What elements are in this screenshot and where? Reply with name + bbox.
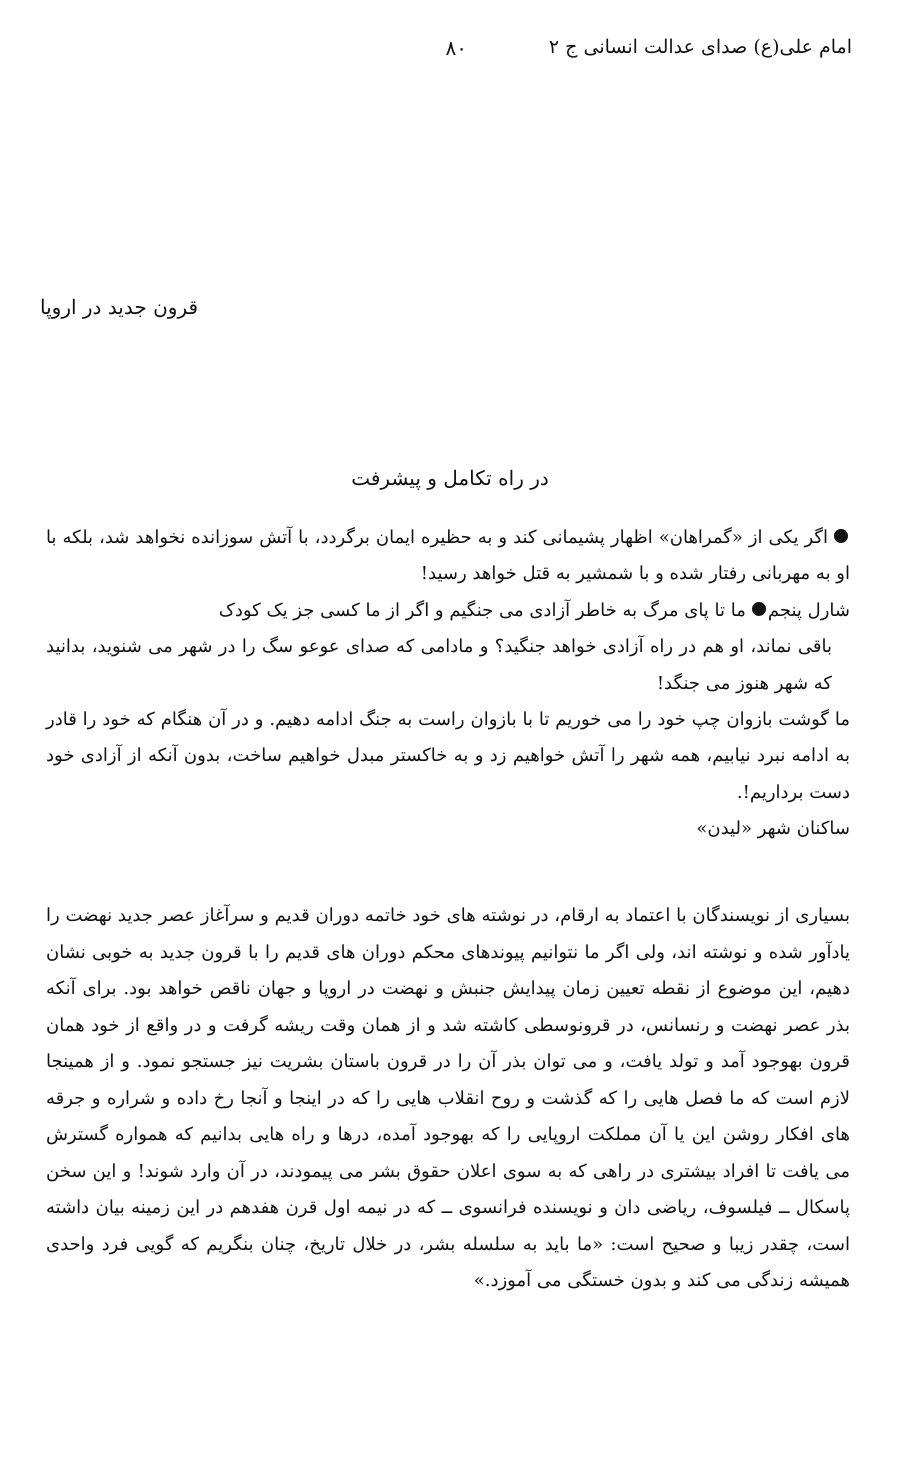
- quote-2-first-line: [46, 593, 850, 629]
- quote-2-first-text: ما تا پای مرگ به خاطر آزادی می جنگیم و اگر از ما کسی جز یک کودک: [218, 599, 746, 621]
- running-header: [48, 36, 852, 66]
- sub-heading: در راه تکامل و پیشرفت: [351, 466, 549, 490]
- body-paragraph: بسیاری از نویسندگان با اعتماد به ارقام، در نوشته های خود خاتمه دوران قدیم و سرآغاز عصر جدید نهضت را یادآور شده و نوشته اند، ولی اگر ما نتوانیم پیوندهای محکم دوران های قدیم را با قرون جدید به خوبی نشان دهیم، این موضوع از نقطه تعیین زمان پیدایش جنبش و نهضت در اروپا و جهان ناقص خواهد بود. برای آنکه بذر عصر نهضت و رنسانس، در قرونوسطی کاشته شد و از همان وقت ریشه گرفت و در واقع از خود همان قرون بهوجود آمد و تولد یافت، و می توان بذر آن را در قرون باستان بشریت نیز جستجو نمود. و از همینجا لازم است که ما فصل هایی را که گذشت و روح انقلاب هایی را که در اینجا و آنجا رخ داده و شراره و جرقه های افکار روشن این یا آن مملکت اروپایی را که بهوجود آمده، درها و راه هایی بدانیم که همواره گسترش می یافت تا افراد بیشتری در راهی که به سوی اعلان حقوق بشر می پیمودند، در آن وارد شوند! و این سخن پاسکال ــ فیلسوف، ریاضی دان و نویسنده فرانسوی ــ که در نیمه اول قرن هفدهم در این زمینه بیان داشته است، چقدر زیبا و صحیح است: «ما باید به سلسله بشر، در خلال تاریخ، چنان بنگریم که گویی فرد واحدی همیشه زندگی می کند و بدون خستگی می آموزد.»: [46, 905, 850, 1291]
- quote-1: [46, 520, 850, 593]
- body-block: [46, 898, 850, 1300]
- bullet-icon: [834, 529, 848, 543]
- section-heading: قرون جدید در اروپا: [40, 295, 199, 319]
- quote-3-attribution: ساکنان شهر «لیدن»: [696, 818, 850, 840]
- quote-3: ما گوشت بازوان چپ خود را می خوریم تا با بازوان راست به جنگ ادامه دهیم. و در آن هنگام که خود را قادر به ادامه نبرد نیابیم، همه شهر را آتش خواهیم زد و به خاکستر مبدل خواهیم ساخت، بدون آنکه از آزادی خود دست برداریم!.: [46, 709, 850, 803]
- quote-1-text: اگر یکی از «گمراهان» اظهار پشیمانی کند و به حظیره ایمان برگردد، با آتش سوزانده نخواهد شد، بلکه با او به مهربانی رفتار شده و با شمشیر به قتل خواهد رسید!: [46, 527, 850, 585]
- quote-2-speaker: شارل پنجم: [767, 599, 850, 621]
- quote-2-continuation: باقی نماند، او هم در راه آزادی خواهد جنگید؟ و مادامی که صدای عوعو سگ را در شهر می شنوید، بدانید که شهر هنوز می جنگد!: [46, 636, 832, 694]
- bullet-icon: [752, 602, 766, 616]
- quotes-block: [46, 520, 850, 848]
- page-number: ۸۰: [445, 36, 467, 60]
- running-title: امام علی(ع) صدای عدالت انسانی ج ۲: [548, 36, 852, 58]
